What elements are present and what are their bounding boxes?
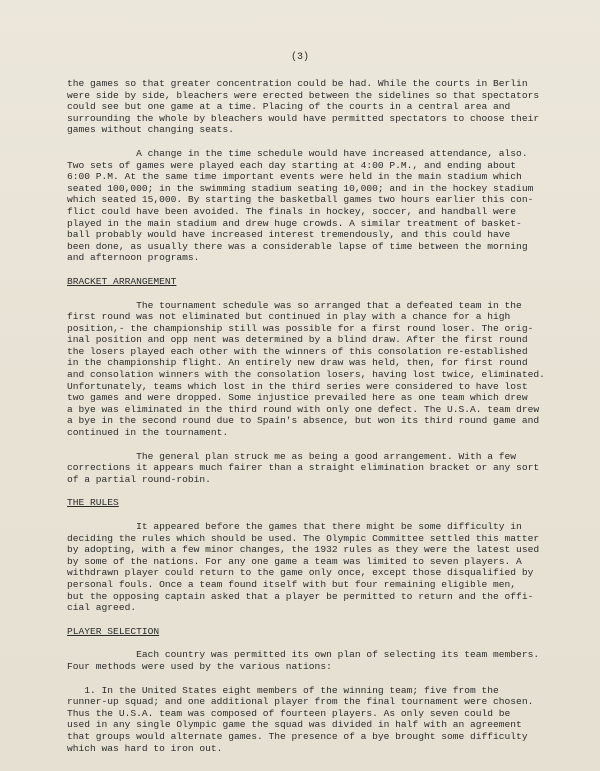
text-line: withdrawn player could return to the game only once, except those disqualified by bbox=[67, 567, 534, 579]
paragraph-bracket bbox=[67, 300, 547, 439]
paragraph-time-schedule bbox=[67, 148, 547, 264]
text-line: in the championship flight. An entirely new draw was held, then, for first round bbox=[67, 357, 528, 369]
text-line: of a partial round-robin. bbox=[67, 473, 211, 485]
page-number: (3) bbox=[290, 52, 309, 63]
text-line: surrounding the whole by bleachers would have permitted spectators to choose their bbox=[67, 112, 540, 124]
text-line: used in any single Olympic game the squad was divided in half with an agreement bbox=[67, 719, 522, 731]
text-line: Four methods were used by the various nations: bbox=[67, 660, 332, 672]
text-line: a bye was eliminated in the third round with only one defect. The U.S.A. team drew bbox=[67, 403, 540, 415]
text-line: corrections it appears much fairer than a straight elimination bracket or any sort bbox=[67, 462, 540, 474]
text-line: but the opposing captain asked that a player be permitted to return and the offi- bbox=[67, 590, 534, 602]
text-line: Unfortunately, teams which lost in the third series were considered to have lost bbox=[67, 380, 528, 392]
text-line: continued in the tournament. bbox=[67, 427, 229, 439]
text-line: The general plan struck me as being a good arrangement. With a few bbox=[67, 450, 517, 462]
text-line: games without changing seats. bbox=[67, 124, 234, 136]
text-line: 6:00 P.M. At the same time important events were held in the main stadium which bbox=[67, 171, 522, 183]
text-line: been done, as usually there was a considerable lapse of time between the morning bbox=[67, 240, 528, 252]
text-line: ball probably would have increased interest tremendously, and this could have bbox=[67, 229, 511, 241]
text-line: and consolation winners with the consolation losers, having lost twice, eliminated. bbox=[67, 369, 545, 381]
text-line: flict could have been avoided. The finals in hockey, soccer, and handball were bbox=[67, 205, 517, 217]
text-line: Each country was permitted its own plan of selecting its team members. bbox=[67, 649, 540, 661]
text-line: The tournament schedule was so arranged that a defeated team in the bbox=[67, 299, 522, 311]
text-line: seated 100,000; in the swimming stadium seating 10,000; and in the hockey stadium bbox=[67, 182, 534, 194]
text-line: which seated 15,000. By starting the basketball games two hours earlier this con- bbox=[67, 194, 534, 206]
text-line: played in the main stadium and drew huge crowds. A similar treatment of basket- bbox=[67, 217, 522, 229]
paragraph-method-one bbox=[67, 685, 547, 755]
text-line: first round was not eliminated but continued in play with a chance for a high bbox=[67, 311, 511, 323]
text-line: A change in the time schedule would have increased attendance, also. bbox=[67, 147, 528, 159]
text-line: 1. In the United States eight members of the winning team; five from the bbox=[67, 684, 499, 696]
text-line: inal position and opp nent was determined by a blind draw. After the first round bbox=[67, 334, 528, 346]
text-line: a bye in the second round due to Spain's absence, but won its third round game and bbox=[67, 415, 540, 427]
text-line: the losers played each other with the winners of this consolation re-established bbox=[67, 345, 528, 357]
text-line: Thus the U.S.A. team was composed of fourteen players. As only seven could be bbox=[67, 707, 511, 719]
paragraph-general-plan bbox=[67, 451, 547, 486]
section-heading-bracket: BRACKET ARRANGEMENT bbox=[67, 275, 177, 287]
text-line: that groups would alternate games. The presence of a bye brought some difficulty bbox=[67, 730, 528, 742]
text-line: by adopting, with a few minor changes, the 1932 rules as they were the latest used bbox=[67, 544, 540, 556]
text-line: deciding the rules which should be used. The Olympic Committee settled this matter bbox=[67, 532, 540, 544]
paragraph-rules bbox=[67, 521, 547, 614]
text-line: runner-up squad; and one additional player from the final tournament were chosen. bbox=[67, 696, 534, 708]
text-line: by some of the nations. For any one game a team was limited to seven players. A bbox=[67, 555, 522, 567]
text-line: the games so that greater concentration could be had. While the courts in Berlin bbox=[67, 78, 528, 89]
paragraph-courts bbox=[67, 78, 547, 136]
text-line: could see but one game at a time. Placing of the courts in a central area and bbox=[67, 101, 511, 113]
document-body bbox=[67, 78, 547, 754]
section-heading-player-selection: PLAYER SELECTION bbox=[67, 625, 160, 637]
paragraph-selection bbox=[67, 649, 547, 672]
text-line: cial agreed. bbox=[67, 602, 137, 614]
section-heading-rules: THE RULES bbox=[67, 497, 119, 509]
text-line: which was hard to iron out. bbox=[67, 742, 223, 754]
text-line: Two sets of games were played each day starting at 4:00 P.M., and ending about bbox=[67, 159, 517, 171]
text-line: two games and were dropped. Some injustice prevailed here as one team which drew bbox=[67, 392, 528, 404]
text-line: position,- the championship still was possible for a first round loser. The orig- bbox=[67, 322, 534, 334]
text-line: and afternoon programs. bbox=[67, 252, 200, 264]
text-line: were side by side, bleachers were erected between the sidelines so that spectators bbox=[67, 89, 540, 101]
text-line: It appeared before the games that there might be some difficulty in bbox=[67, 521, 522, 532]
text-line: personal fouls. Once a team found itself with but four remaining eligible men, bbox=[67, 578, 517, 590]
